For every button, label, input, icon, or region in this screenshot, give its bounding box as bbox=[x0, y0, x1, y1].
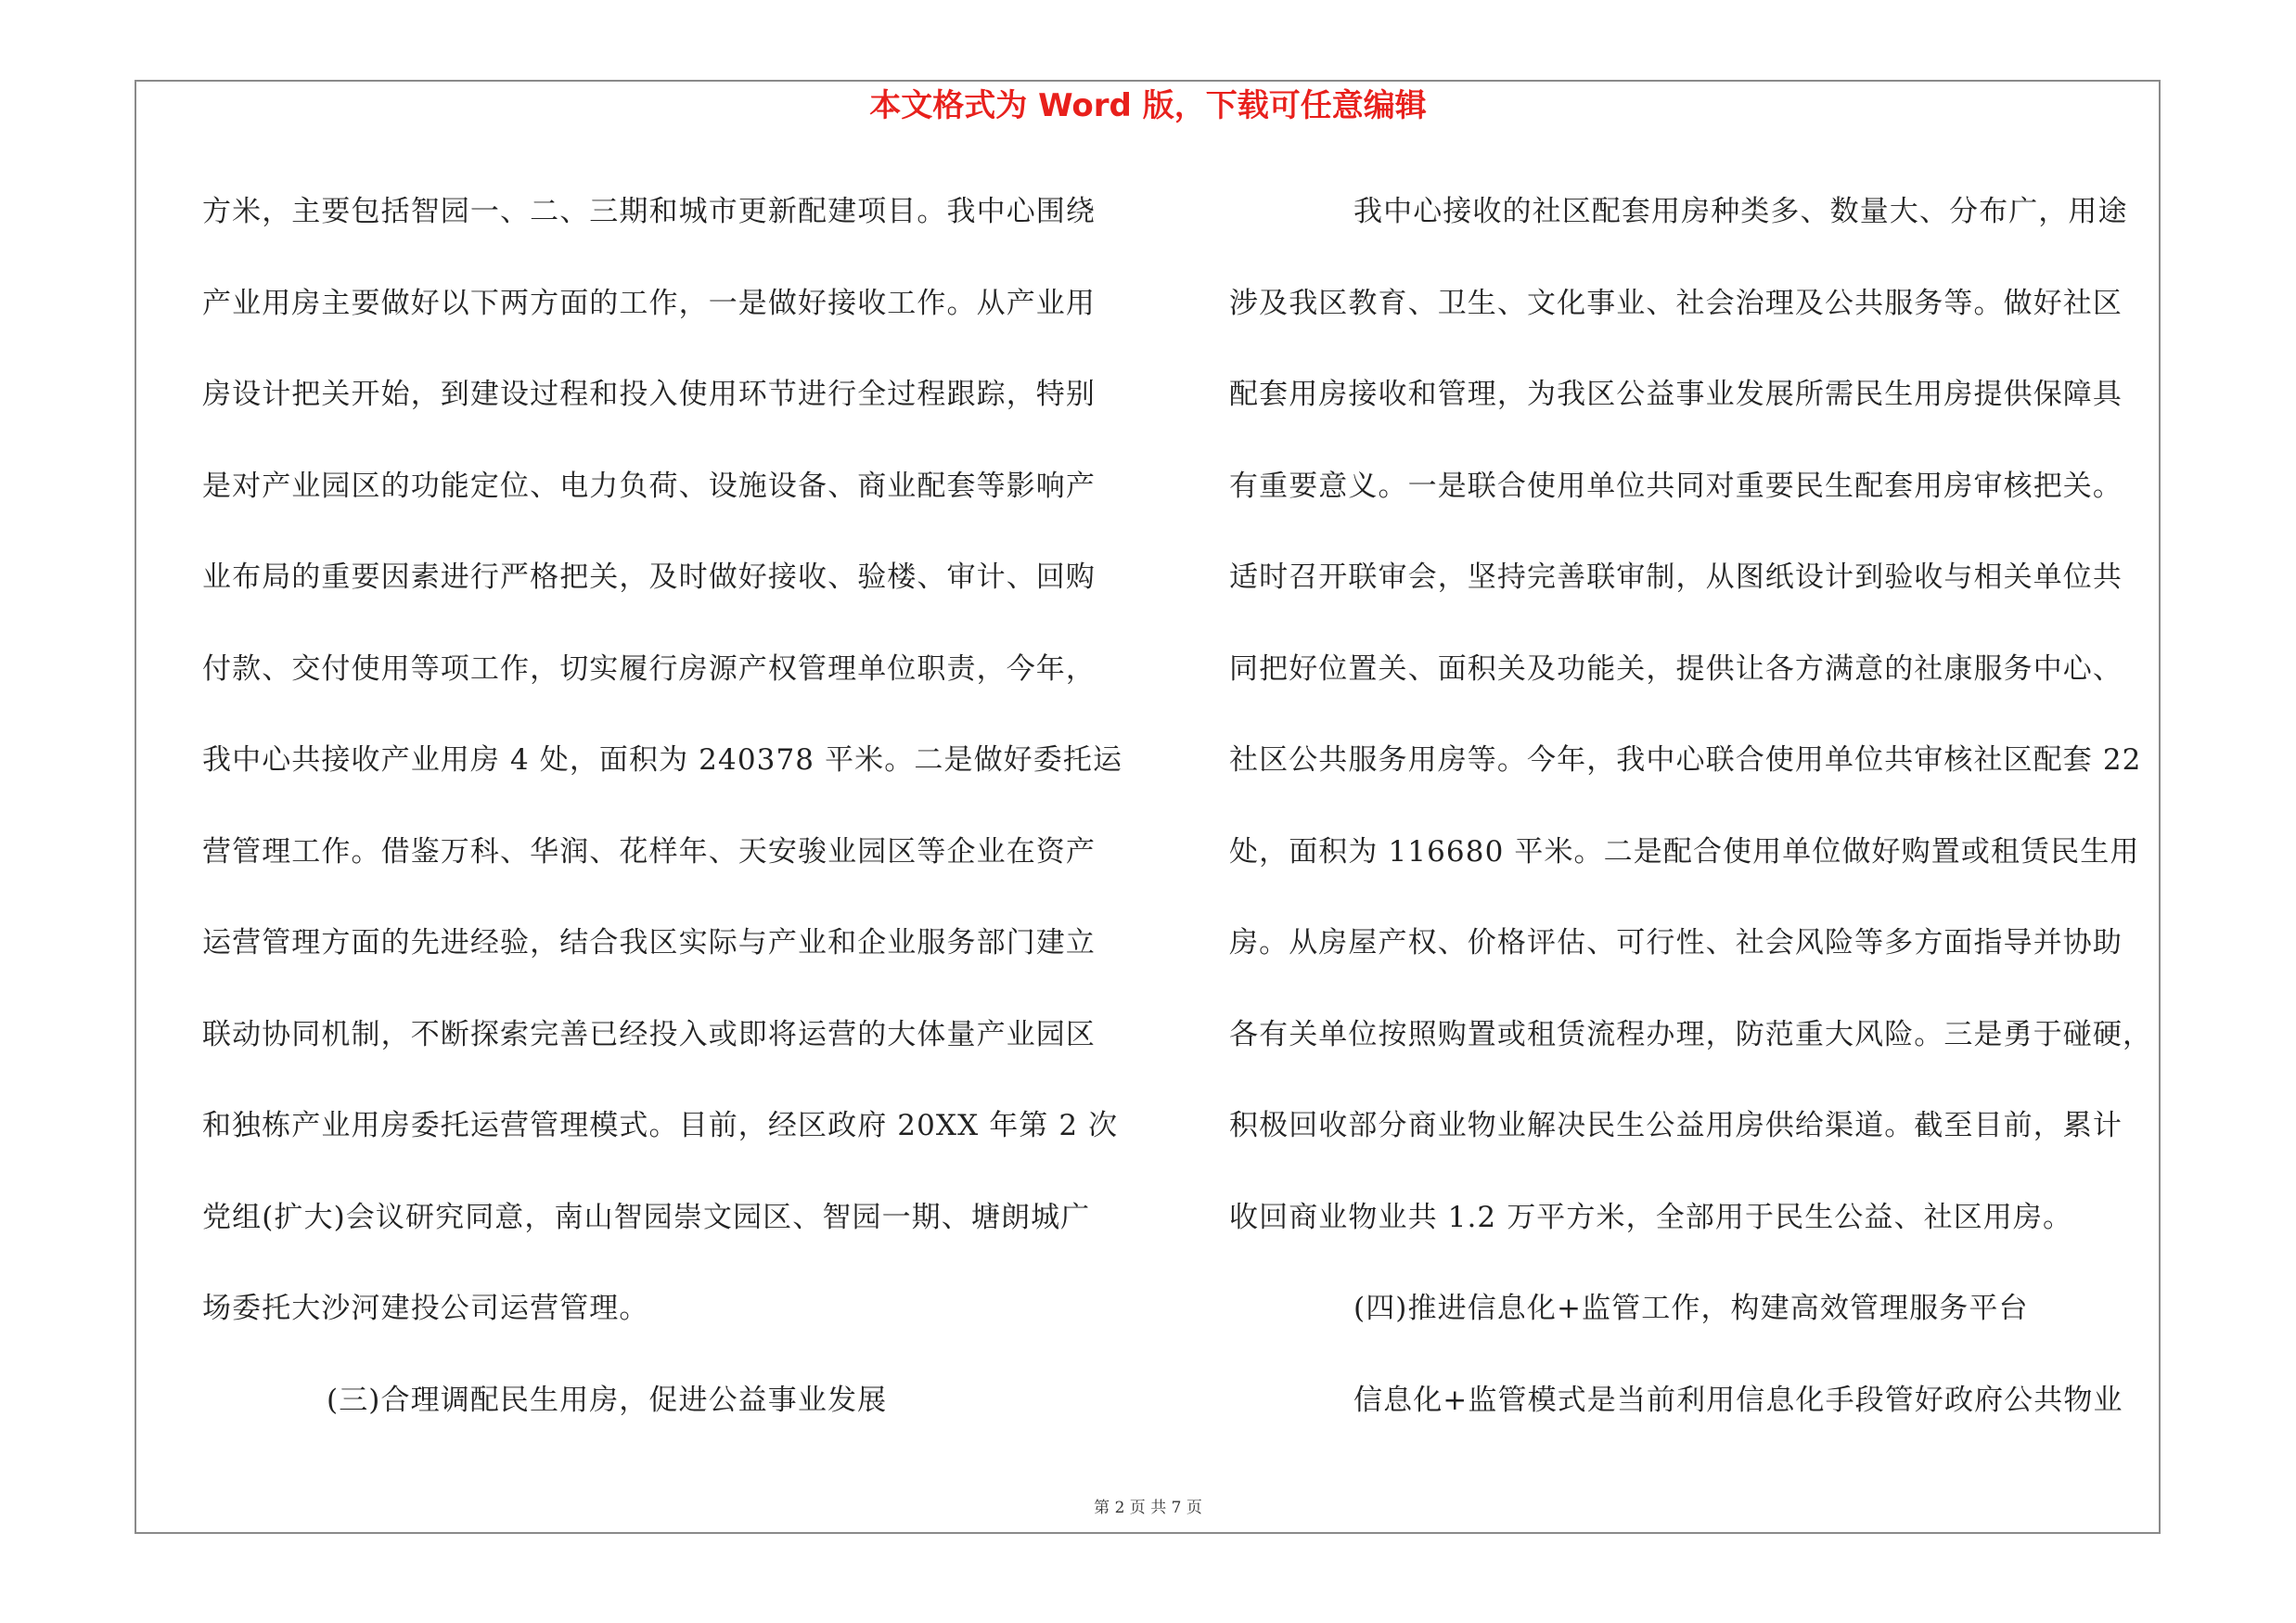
paragraph-line: 适时召开联审会，坚持完善联审制，从图纸设计到验收与相关单位共 bbox=[1229, 560, 2123, 594]
paragraph-line: 付款、交付使用等项工作，切实履行房源产权管理单位职责，今年， bbox=[202, 651, 1096, 686]
paragraph-line: 产业用房主要做好以下两方面的工作，一是做好接收工作。从产业用 bbox=[202, 286, 1096, 320]
paragraph-line: 处，面积为 116680 平米。二是配合使用单位做好购置或租赁民生用 bbox=[1229, 834, 2140, 869]
paragraph-line: 同把好位置关、面积关及功能关，提供让各方满意的社康服务中心、 bbox=[1229, 651, 2123, 686]
right-column bbox=[1229, 184, 2166, 1463]
paragraph-line: 各有关单位按照购置或租赁流程办理，防范重大风险。三是勇于碰硬， bbox=[1229, 1017, 2153, 1051]
paragraph-line: 和独栋产业用房委托运营管理模式。目前，经区政府 20XX 年第 2 次 bbox=[202, 1109, 1119, 1142]
left-column bbox=[202, 184, 1139, 1463]
paragraph-line: 涉及我区教育、卫生、文化事业、社会治理及公共服务等。做好社区 bbox=[1229, 286, 2123, 320]
paragraph-line: 积极回收部分商业物业解决民生公益用房供给渠道。截至目前，累计 bbox=[1229, 1109, 2123, 1142]
paragraph-line: 方米，主要包括智园一、二、三期和城市更新配建项目。我中心围绕 bbox=[202, 195, 1096, 228]
paragraph-line: 有重要意义。一是联合使用单位共同对重要民生配套用房审核把关。 bbox=[1229, 469, 2123, 503]
paragraph-line: 我中心共接收产业用房 4 处，面积为 240378 平米。二是做好委托运 bbox=[202, 743, 1123, 777]
paragraph-line: 营管理工作。借鉴万科、华润、花样年、天安骏业园区等企业在资产 bbox=[202, 834, 1096, 869]
paragraph-line: 业布局的重要因素进行严格把关，及时做好接收、验楼、审计、回购 bbox=[202, 560, 1096, 594]
paragraph-line: 配套用房接收和管理，为我区公益事业发展所需民生用房提供保障具 bbox=[1229, 378, 2123, 411]
section-heading: (四)推进信息化+监管工作，构建高效管理服务平台 bbox=[1353, 1292, 2029, 1325]
paragraph-line: 房。从房屋产权、价格评估、可行性、社会风险等多方面指导并协助 bbox=[1229, 926, 2123, 960]
paragraph-line: 联动协同机制，不断探索完善已经投入或即将运营的大体量产业园区 bbox=[202, 1017, 1096, 1051]
paragraph-line: 运营管理方面的先进经验，结合我区实际与产业和企业服务部门建立 bbox=[202, 926, 1096, 960]
paragraph-line: 我中心接收的社区配套用房种类多、数量大、分布广，用途 bbox=[1353, 195, 2128, 228]
section-heading: (三)合理调配民生用房，促进公益事业发展 bbox=[327, 1383, 888, 1417]
paragraph-line: 房设计把关开始，到建设过程和投入使用环节进行全过程跟踪，特别 bbox=[202, 378, 1096, 411]
paragraph-line: 场委托大沙河建投公司运营管理。 bbox=[202, 1292, 649, 1325]
paragraph-line: 收回商业物业共 1.2 万平方米，全部用于民生公益、社区用房。 bbox=[1229, 1200, 2073, 1234]
paragraph-line: 是对产业园区的功能定位、电力负荷、设施设备、商业配套等影响产 bbox=[202, 469, 1096, 503]
paragraph-line: 信息化+监管模式是当前利用信息化手段管好政府公共物业 bbox=[1353, 1383, 2123, 1417]
header-banner: 本文格式为 Word 版，下载可任意编辑 bbox=[869, 87, 1427, 124]
paragraph-line: 党组(扩大)会议研究同意，南山智园崇文园区、智园一期、塘朗城广 bbox=[202, 1200, 1091, 1234]
page-number-footer: 第 2 页 共 7 页 bbox=[1094, 1499, 1202, 1517]
paragraph-line: 社区公共服务用房等。今年，我中心联合使用单位共审核社区配套 22 bbox=[1229, 743, 2142, 777]
